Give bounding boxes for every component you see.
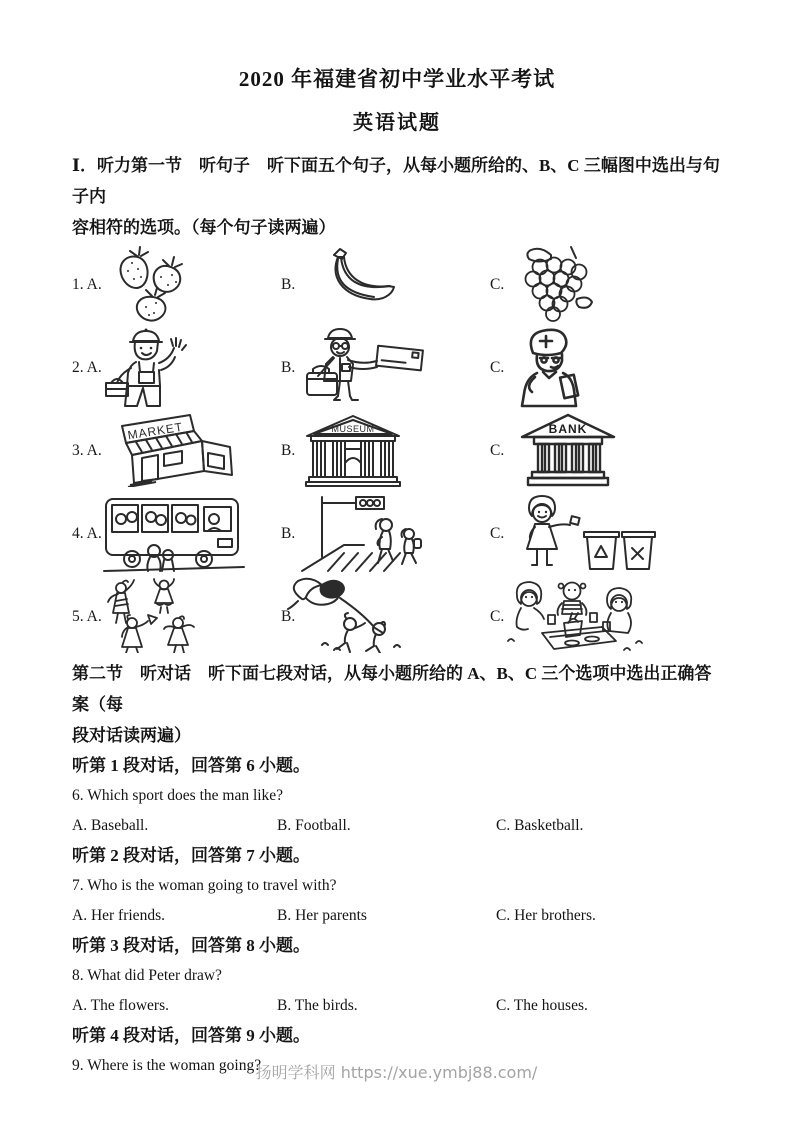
question-7-options <box>72 901 722 931</box>
question-2-option-a-label: 2. A. <box>72 358 102 376</box>
dialogue-3-heading: 听第 3 段对话，回答第 8 小题。 <box>72 936 310 955</box>
question-9-text: 9. Where is the woman going? <box>72 1057 262 1074</box>
dialogue-2-heading: 听第 2 段对话，回答第 7 小题。 <box>72 846 310 865</box>
page-subtitle: 英语试题 <box>353 112 441 134</box>
question-1-option-b-label: B. <box>281 275 296 293</box>
picture-question-row-5 <box>72 575 722 658</box>
dialogue-block-1 <box>72 751 722 841</box>
page-title: 2020 年福建省初中学业水平考试 <box>238 67 556 91</box>
section2-instructions-line2: 段对话读两遍） <box>72 726 191 745</box>
question-3-option-c-label: C. <box>490 441 505 459</box>
page-content <box>72 0 722 1081</box>
question-6-option-b: B. Football. <box>277 817 351 834</box>
children-dancing-illustration <box>96 577 210 653</box>
section2-instructions-line1: 第二节 听对话 听下面七段对话，从每小题所给的 A、B、C 三个选项中选出正确答案（每 <box>72 664 712 714</box>
bank-building-illustration <box>518 411 618 487</box>
dialogue-1-heading: 听第 1 段对话，回答第 6 小题。 <box>72 756 310 775</box>
question-1-option-a-label: 1. A. <box>72 275 102 293</box>
picture-question-row-2 <box>72 326 722 409</box>
question-5-option-c-label: C. <box>490 607 505 625</box>
question-3-option-b-label: B. <box>281 441 296 459</box>
question-2-option-c-label: C. <box>490 358 505 376</box>
section1-instructions-line1: Ⅰ．听力第一节 听句子 听下面五个句子，从每小题所给的、B、C 三幅图中选出与句子内 <box>72 156 720 206</box>
strawberries-illustration <box>108 244 206 324</box>
dialogue-block-2 <box>72 841 722 931</box>
kids-flying-kite-illustration <box>286 577 410 653</box>
question-6-text: 6. Which sport does the man like? <box>72 787 284 804</box>
footer-link[interactable]: 扬明学科网 https://xue.ymbj88.com/ <box>255 1063 538 1082</box>
question-7-option-c: C. Her brothers. <box>496 907 596 924</box>
question-4-option-a-label: 4. A. <box>72 524 102 542</box>
museum-sign-text: MUSEUM <box>331 424 375 434</box>
grapes-illustration <box>513 244 597 322</box>
bananas-illustration <box>300 247 400 305</box>
question-8-option-a: A. The flowers. <box>72 997 169 1014</box>
worker-waving-illustration <box>102 326 194 410</box>
question-7-option-a: A. Her friends. <box>72 907 165 924</box>
bank-sign-text: BANK <box>548 422 588 436</box>
nurse-illustration <box>512 326 590 410</box>
dialogue-questions <box>72 751 722 1081</box>
question-6-option-a: A. Baseball. <box>72 817 149 834</box>
question-4-option-c-label: C. <box>490 524 505 542</box>
dialogue-block-3 <box>72 931 722 1021</box>
question-6-option-c: C. Basketball. <box>496 817 584 834</box>
picture-question-row-1 <box>72 243 722 326</box>
dialogue-4-heading: 听第 4 段对话，回答第 9 小题。 <box>72 1026 310 1045</box>
picture-question-row-3 <box>72 409 722 492</box>
question-2-option-b-label: B. <box>281 358 296 376</box>
question-8-options <box>72 991 722 1021</box>
question-7-text: 7. Who is the woman going to travel with? <box>72 877 337 894</box>
kids-picnic-illustration <box>504 577 652 653</box>
question-4-option-b-label: B. <box>281 524 296 542</box>
footer-watermark <box>0 1060 793 1083</box>
question-5-option-b-label: B. <box>281 607 296 625</box>
picture-question-row-4 <box>72 492 722 575</box>
question-8-option-b: B. The birds. <box>277 997 358 1014</box>
question-8-option-c: C. The houses. <box>496 997 588 1014</box>
question-5-option-a-label: 5. A. <box>72 607 102 625</box>
question-1-option-c-label: C. <box>490 275 505 293</box>
question-3-option-a-label: 3. A. <box>72 441 102 459</box>
crowded-bus-illustration <box>102 493 246 573</box>
question-7-option-b: B. Her parents <box>277 907 367 924</box>
market-building-illustration <box>102 411 236 487</box>
recycling-bins-illustration <box>510 493 658 573</box>
museum-building-illustration <box>298 411 408 487</box>
picture-questions <box>72 243 722 658</box>
question-8-text: 8. What did Peter draw? <box>72 967 222 984</box>
postman-with-letter-illustration <box>296 326 430 410</box>
market-sign-text: MARKET <box>126 419 185 443</box>
question-6-options <box>72 811 722 841</box>
section1-instructions-line2: 容相符的选项。（每个句子读两遍） <box>72 218 336 237</box>
pedestrian-crossing-illustration <box>298 493 436 573</box>
